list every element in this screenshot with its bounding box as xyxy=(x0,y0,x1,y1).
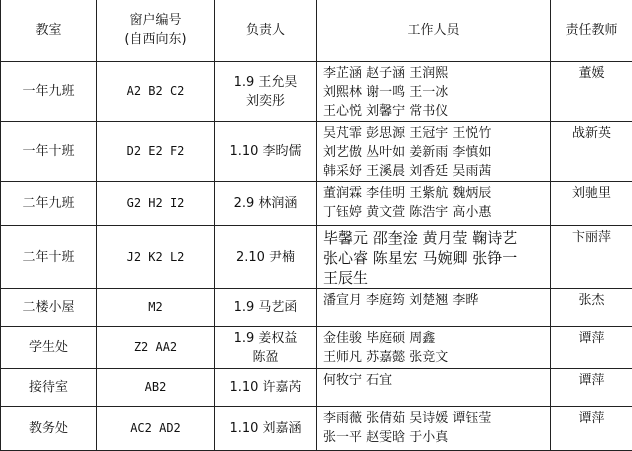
windows-cell: AC2 AD2 xyxy=(97,407,215,451)
leader-cell xyxy=(215,407,317,451)
staff-cell xyxy=(317,62,551,122)
staff-line: 李芷涵 赵子涵 王润熙 xyxy=(323,64,550,83)
leader-line: 2.9 林润涵 xyxy=(215,194,316,213)
windows-cell: A2 B2 C2 xyxy=(97,62,215,122)
leader-cell xyxy=(215,182,317,226)
classroom-cell: 教务处 xyxy=(1,407,97,451)
leader-cell xyxy=(215,327,317,369)
teacher-cell: 战新英 xyxy=(551,122,632,182)
header-staff: 工作人员 xyxy=(317,0,551,62)
classroom-cell: 接待室 xyxy=(1,369,97,407)
staff-cell xyxy=(317,407,551,451)
header-leader: 负责人 xyxy=(215,0,317,62)
header-window-line1: 窗户编号 xyxy=(97,11,214,30)
leader-line: 1.10 刘嘉涵 xyxy=(215,419,316,438)
leader-line: 刘奕彤 xyxy=(215,92,316,111)
staff-line: 丁钰婷 黄文萱 陈浩宇 高小惠 xyxy=(323,203,550,222)
teacher-cell: 董媛 xyxy=(551,62,632,122)
leader-cell xyxy=(215,62,317,122)
teacher-cell: 卞丽萍 xyxy=(551,226,632,289)
staff-line: 张心睿 陈星宏 马婉卿 张铮一 xyxy=(323,248,550,268)
staff-line: 李雨薇 张倩茹 吴诗媛 谭钰莹 xyxy=(323,409,550,428)
table-row xyxy=(1,226,632,289)
leader-cell xyxy=(215,122,317,182)
staff-line: 王心悦 刘馨宁 常书仪 xyxy=(323,102,550,121)
staff-cell xyxy=(317,289,551,327)
leader-cell xyxy=(215,369,317,407)
table-row xyxy=(1,407,632,451)
classroom-cell: 一年九班 xyxy=(1,62,97,122)
staff-cell xyxy=(317,327,551,369)
classroom-cell: 二年十班 xyxy=(1,226,97,289)
table-row xyxy=(1,327,632,369)
windows-cell: J2 K2 L2 xyxy=(97,226,215,289)
classroom-cell: 学生处 xyxy=(1,327,97,369)
staff-line: 王辰生 xyxy=(323,268,550,288)
table-row xyxy=(1,122,632,182)
classroom-cell: 二年九班 xyxy=(1,182,97,226)
leader-line: 1.9 王允昊 xyxy=(215,73,316,92)
windows-cell: Z2 AA2 xyxy=(97,327,215,369)
teacher-cell: 谭萍 xyxy=(551,327,632,369)
classroom-cell: 二楼小屋 xyxy=(1,289,97,327)
table-row xyxy=(1,62,632,122)
leader-line: 1.9 姜权益 xyxy=(215,329,316,348)
teacher-cell: 刘驰里 xyxy=(551,182,632,226)
staff-line: 金佳骏 毕庭硕 周鑫 xyxy=(323,329,550,348)
staff-line: 董润霖 李佳明 王紫航 魏炳辰 xyxy=(323,184,550,203)
staff-line: 刘熙林 谢一鸣 王一冰 xyxy=(323,83,550,102)
table-row xyxy=(1,289,632,327)
leader-line: 1.9 马艺函 xyxy=(215,298,316,317)
staff-line: 潘宣月 李庭筠 刘楚翘 李晔 xyxy=(323,291,550,310)
leader-cell xyxy=(215,289,317,327)
teacher-cell: 谭萍 xyxy=(551,407,632,451)
leader-cell xyxy=(215,226,317,289)
header-window-line2: (自西向东) xyxy=(97,30,214,49)
teacher-cell: 谭萍 xyxy=(551,369,632,407)
staff-line: 刘艺傲 丛叶如 姜新雨 李慎如 xyxy=(323,143,550,162)
leader-line: 1.10 李昀儒 xyxy=(215,142,316,161)
header-classroom: 教室 xyxy=(1,0,97,62)
staff-line: 张一平 赵雯晗 于小真 xyxy=(323,428,550,447)
table-row xyxy=(1,369,632,407)
staff-cell xyxy=(317,226,551,289)
staff-cell xyxy=(317,369,551,407)
staff-line: 毕馨元 邵奎淦 黄月莹 鞠诗艺 xyxy=(323,228,550,248)
staff-line: 吴芃霏 彭思源 王冠宇 王悦竹 xyxy=(323,124,550,143)
leader-line: 1.10 许嘉芮 xyxy=(215,378,316,397)
staff-line: 韩采妤 王溪晨 刘香廷 吴雨茜 xyxy=(323,162,550,181)
staff-line: 王师凡 苏嘉懿 张竞文 xyxy=(323,348,550,367)
windows-cell: AB2 xyxy=(97,369,215,407)
staff-line: 何牧宁 石宜 xyxy=(323,371,550,390)
classroom-cell: 一年十班 xyxy=(1,122,97,182)
header-window-number xyxy=(97,0,215,62)
leader-line: 2.10 尹楠 xyxy=(215,248,316,267)
windows-cell: D2 E2 F2 xyxy=(97,122,215,182)
table-row xyxy=(1,182,632,226)
header-row xyxy=(1,0,632,62)
teacher-cell: 张杰 xyxy=(551,289,632,327)
header-teacher: 责任教师 xyxy=(551,0,632,62)
staff-cell xyxy=(317,122,551,182)
windows-cell: M2 xyxy=(97,289,215,327)
windows-cell: G2 H2 I2 xyxy=(97,182,215,226)
staff-cell xyxy=(317,182,551,226)
leader-line: 陈盈 xyxy=(215,348,316,367)
